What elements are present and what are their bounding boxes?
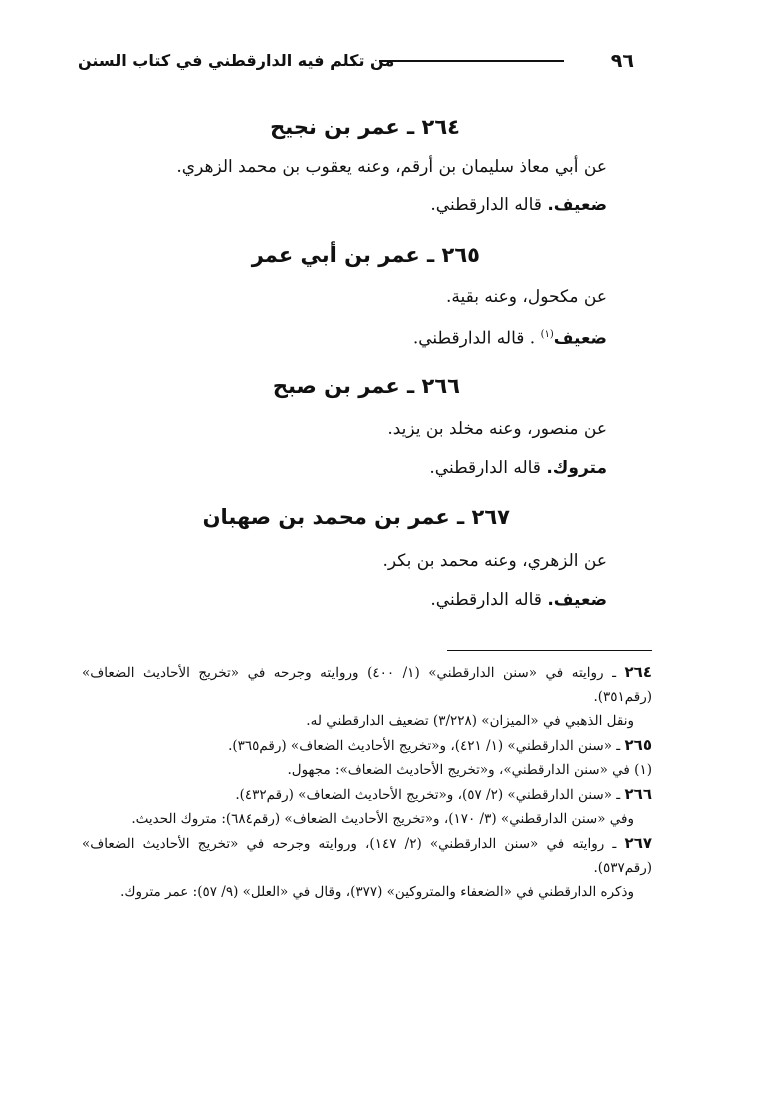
entry-grade-line-264 xyxy=(430,192,607,218)
footnote-text: ـ «سنن الدارقطني» (٢/ ٥٧)، و«تخريج الأحاديث الضعاف» (رقم٤٣٢). xyxy=(235,787,625,803)
footnote-separator xyxy=(447,650,652,651)
footnote-text: ونقل الذهبي في «الميزان» (٣/٢٢٨) تضعيف الدارقطني له. xyxy=(306,713,634,729)
footnote-marker: (١) xyxy=(540,329,554,340)
entry-attribution-266: قاله الدارقطني. xyxy=(429,458,547,478)
entry-grade-264: ضعيف. xyxy=(547,195,607,215)
footnote-267-note xyxy=(82,880,652,904)
footnote-text: ـ روايته في «سنن الدارقطني» (١/ ٤٠٠) وروايته وجرحه في «تخريج الأحاديث الضعاف» (رقم٣٥١). xyxy=(82,665,652,705)
footnote-264-note xyxy=(82,709,652,733)
footnotes xyxy=(82,660,652,904)
footnote-text: وذكره الدارقطني في «الضعفاء والمتروكين» (٣٧٧)، وقال في «العلل» (٩/ ٥٧): عمر متروك. xyxy=(120,884,634,900)
footnote-number: ٢٦٦ xyxy=(624,785,652,803)
entry-grade-line-267 xyxy=(430,587,607,613)
footnote-265 xyxy=(82,733,652,758)
footnote-264 xyxy=(82,660,652,709)
entry-heading-265: ٢٦٥ ـ عمر بن أبي عمر xyxy=(251,243,480,267)
entry-narration-265: عن مكحول، وعنه بقية. xyxy=(446,287,607,307)
entry-heading-266: ٢٦٦ ـ عمر بن صبح xyxy=(272,374,460,398)
entry-attribution-265: . قاله الدارقطني. xyxy=(412,328,541,349)
running-header xyxy=(78,44,634,78)
footnote-265-sub xyxy=(82,758,652,782)
footnote-number: ٢٦٤ xyxy=(624,663,652,681)
page-number: ٩٦ xyxy=(610,50,634,72)
entry-attribution-264: قاله الدارقطني. xyxy=(430,195,548,215)
entry-attribution-267: قاله الدارقطني. xyxy=(430,590,548,610)
header-rule xyxy=(379,60,564,62)
entry-narration-267: عن الزهري، وعنه محمد بن بكر. xyxy=(382,551,607,571)
footnote-text: (١) في «سنن الدارقطني»، و«تخريج الأحاديث الضعاف»: مجهول. xyxy=(287,762,652,778)
footnote-number: ٢٦٥ xyxy=(624,736,652,754)
entry-grade-267: ضعيف. xyxy=(547,590,607,610)
running-title: من تكلم فيه الدارقطني في كتاب السنن xyxy=(78,51,395,70)
entry-grade-line-265 xyxy=(413,322,607,352)
entry-heading-267: ٢٦٧ ـ عمر بن محمد بن صهبان xyxy=(202,505,510,529)
footnote-text: ـ «سنن الدارقطني» (١/ ٤٢١)، و«تخريج الأحاديث الضعاف» (رقم٣٦٥). xyxy=(228,738,625,754)
footnote-number: ٢٦٧ xyxy=(624,834,653,852)
footnote-text: وفي «سنن الدارقطني» (٣/ ١٧٠)، و«تخريج الأحاديث الضعاف» (رقم٦٨٤): متروك الحديث. xyxy=(131,811,634,827)
footnote-266-note xyxy=(82,807,652,831)
footnote-text: ـ روايته في «سنن الدارقطني» (٢/ ١٤٧)، وروايته وجرحه في «تخريج الأحاديث الضعاف» (رقم٥٣٧). xyxy=(82,836,652,876)
footnote-267 xyxy=(82,831,652,880)
entry-narration-266: عن منصور، وعنه مخلد بن يزيد. xyxy=(387,419,607,439)
entry-grade-266: متروك. xyxy=(546,458,607,478)
entry-grade-265: ضعيف xyxy=(553,328,607,349)
entry-heading-264: ٢٦٤ ـ عمر بن نجيح xyxy=(270,115,460,139)
footnote-266 xyxy=(82,782,652,807)
entry-grade-line-266 xyxy=(429,455,607,481)
entry-narration-264: عن أبي معاذ سليمان بن أرقم، وعنه يعقوب بن محمد الزهري. xyxy=(176,157,607,177)
